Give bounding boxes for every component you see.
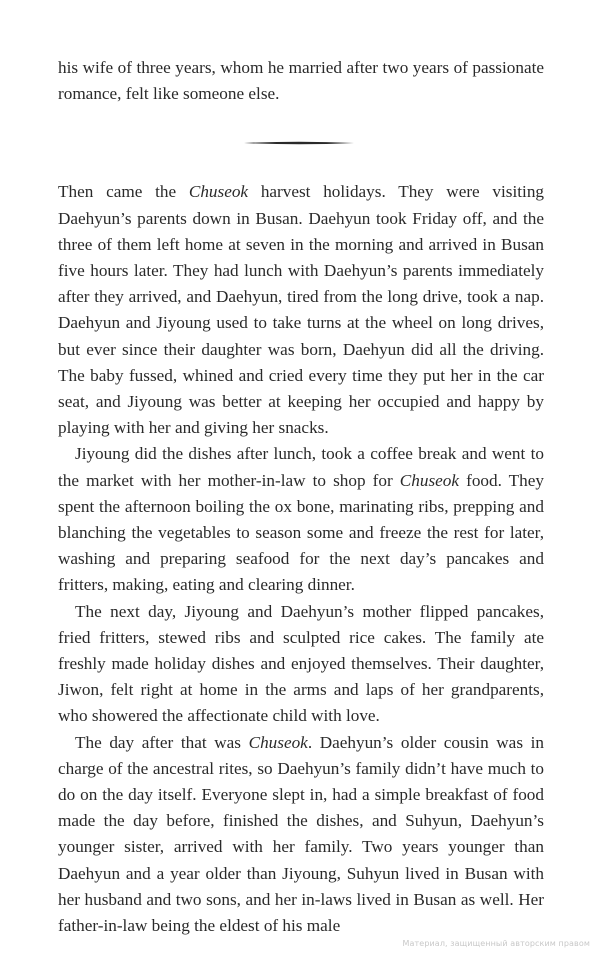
- copyright-watermark: Материал, защищенный авторским правом: [402, 939, 590, 948]
- text-segment: Then came the: [58, 182, 189, 202]
- book-page: [58, 55, 544, 939]
- italic-term: Chuseok: [399, 470, 459, 490]
- section-break: [58, 107, 544, 171]
- body-paragraph: [58, 599, 544, 730]
- body-paragraph: [58, 179, 544, 441]
- text-segment: The next day, Jiyoung and Daehyun’s mother flipped pancakes, fried fritters, stewed ribs and sculpted rice cakes. The family ate freshly made holiday dishes and enjoyed themselves. Their daughter, Jiwon, felt right at home in the arms and laps of her grandparents, who showered the affectionate child with love.: [58, 601, 544, 726]
- text-segment: food. They spent the afternoon boiling the ox bone, marinating ribs, prepping and blanching the vegetables to season some and freeze the rest for later, washing and preparing seafood for the next day’s pancakes and fritters, making, eating and clearing dinner.: [58, 470, 544, 595]
- text-segment: The day after that was: [75, 732, 249, 752]
- text-segment: Jiyoung did the dishes after lunch, took a coffee break and went to the market with her mother-in-law to shop for: [58, 444, 544, 490]
- opening-paragraph: his wife of three years, whom he married after two years of passionate romance, felt like someone else.: [58, 58, 544, 104]
- body-paragraph: [58, 441, 544, 598]
- body-paragraph: [58, 730, 544, 940]
- text-segment: . Daehyun’s older cousin was in charge of the ancestral rites, so Daehyun’s family didn’t have much to do on the day itself. Everyone slept in, had a simple breakfast of food made the day before, finished the dishes, and Suhyun, Daehyun’s younger sister, arrived with her family. Two years younger than Daehyun and a year older than Jiyoung, Suhyun lived in Busan with her husband and two sons, and her in-laws lived in Busan as well. Her father-in-law being the eldest of his male: [58, 732, 544, 936]
- italic-term: Chuseok: [188, 182, 249, 202]
- section-divider-ornament: [244, 141, 354, 145]
- body-paragraphs: [58, 179, 544, 939]
- italic-term: Chuseok: [248, 732, 308, 752]
- text-segment: harvest holidays. They were visiting Daehyun’s parents down in Busan. Daehyun took Friday off, and the three of them left home at seven in the morning and arrived in Busan five hours later. They had lunch with Daehyun’s parents immediately after they arrived, and Daehyun, tired from the long drive, took a nap. Daehyun and Jiyoung used to take turns at the wheel on long drives, but ever since their daughter was born, Daehyun did all the driving. The baby fussed, whined and cried every time they put her in the car seat, and Jiyoung was better at keeping her occupied and happy by playing with her and giving her snacks.: [58, 182, 545, 438]
